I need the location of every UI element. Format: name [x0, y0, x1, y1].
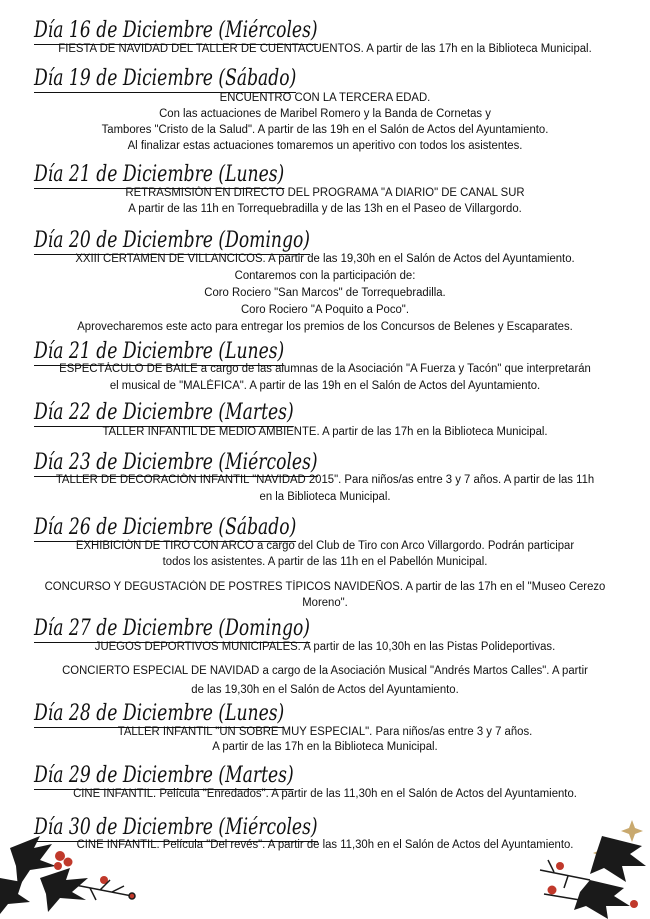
event-text-line: ESPECTÁCULO DE BAILE a cargo de las alumnas de la Asociación "A Fuerza y Tacón" que interpretarán	[59, 363, 591, 375]
day-heading: Día 20 de Diciembre (Domingo)	[34, 228, 310, 253]
event-text-line: TALLER DE DECORACIÓN INFANTIL "NAVIDAD 2015". Para niños/as entre 3 y 7 años. A partir de las 11h	[55, 474, 595, 486]
event-text-line: Moreno".	[302, 597, 348, 609]
event-text-line: Contaremos con la participación de:	[234, 270, 416, 282]
event-text-line: en la Biblioteca Municipal.	[259, 491, 391, 503]
holly-decoration-left	[0, 808, 150, 919]
day-heading: Día 27 de Diciembre (Domingo)	[34, 616, 310, 641]
day-heading: Día 21 de Diciembre (Lunes)	[34, 339, 285, 364]
event-text-line: Tambores "Cristo de la Salud". A partir de las 19h en el Salón de Actos del Ayuntamiento.	[101, 124, 549, 136]
event-text-line: CINE INFANTIL. Película "Del revés". A partir de las 11,30h en el Salón de Actos del Ayuntamiento.	[76, 839, 574, 851]
day-heading: Día 19 de Diciembre (Sábado)	[34, 66, 297, 91]
event-text-line: CINE INFANTIL. Película "Enredados". A partir de las 11,30h en el Salón de Actos del Ayuntamiento.	[73, 788, 577, 800]
holly-decoration-right	[530, 810, 650, 919]
event-text-line: Coro Rociero "A Poquito a Poco".	[240, 304, 409, 316]
day-heading: Día 23 de Diciembre (Miércoles)	[34, 450, 318, 475]
event-text-line: CONCIERTO ESPECIAL DE NAVIDAD a cargo de la Asociación Musical "Andrés Martos Calles". A partir	[62, 665, 588, 677]
event-text-line: todos los asistentes. A partir de las 11h en el Pabellón Municipal.	[162, 556, 488, 568]
day-heading: Día 22 de Diciembre (Martes)	[34, 400, 294, 425]
event-text-line: FIESTA DE NAVIDAD DEL TALLER DE CUENTACUENTOS. A partir de las 17h en la Biblioteca Municipal.	[58, 43, 592, 55]
day-heading: Día 30 de Diciembre (Miércoles)	[34, 815, 318, 840]
event-text-line: Al finalizar estas actuaciones tomaremos un aperitivo con todos los asistentes.	[127, 140, 523, 152]
day-heading: Día 16 de Diciembre (Miércoles)	[34, 18, 318, 43]
event-text-line: TALLER INFANTIL "UN SOBRE MUY ESPECIAL". Para niños/as entre 3 y 7 años.	[117, 726, 533, 738]
holly-leaves	[0, 836, 88, 914]
day-heading: Día 26 de Diciembre (Sábado)	[34, 515, 297, 540]
day-heading: Día 28 de Diciembre (Lunes)	[34, 701, 285, 726]
event-text-line: Aprovecharemos este acto para entregar los premios de los Concursos de Belenes y Escaparates.	[77, 321, 573, 333]
day-heading: Día 29 de Diciembre (Martes)	[34, 763, 294, 788]
event-text-line: Con las actuaciones de Maribel Romero y la Banda de Cornetas y	[159, 108, 491, 120]
event-text-line: Coro Rociero "San Marcos" de Torrequebradilla.	[204, 287, 446, 299]
event-text-line: RETRASMISIÓN EN DIRECTO DEL PROGRAMA "A DIARIO" DE CANAL SUR	[125, 187, 525, 199]
event-text-line: JUEGOS DEPORTIVOS MUNICIPALES. A partir de las 10,30h en las Pistas Polideportivas.	[94, 641, 556, 653]
event-text-line: A partir de las 17h en la Biblioteca Municipal.	[212, 741, 438, 753]
event-text-line: TALLER INFANTIL DE MEDIO AMBIENTE. A partir de las 17h en la Biblioteca Municipal.	[102, 426, 548, 438]
event-text-line: XXIII CERTAMEN DE VILLANCICOS. A partir de las 19,30h en el Salón de Actos del Ayuntamiento.	[75, 253, 575, 265]
day-heading: Día 21 de Diciembre (Lunes)	[34, 162, 285, 187]
event-text-line: A partir de las 11h en Torrequebradilla y de las 13h en el Paseo de Villargordo.	[128, 203, 522, 215]
event-text-line: de las 19,30h en el Salón de Actos del Ayuntamiento.	[191, 684, 459, 696]
event-text-line: CONCURSO Y DEGUSTACIÓN DE POSTRES TÍPICOS NAVIDEÑOS. A partir de las 17h en el "Museo Cerezo	[44, 581, 606, 593]
event-text-line: el musical de "MALÉFICA". A partir de las 19h en el Salón de Actos del Ayuntamiento.	[109, 380, 541, 392]
event-text-line: EXHIBICIÓN DE TIRO CON ARCO a cargo del Club de Tiro con Arco Villargordo. Podrán participar	[75, 540, 575, 552]
event-text-line: ENCUENTRO CON LA TERCERA EDAD.	[219, 92, 431, 104]
